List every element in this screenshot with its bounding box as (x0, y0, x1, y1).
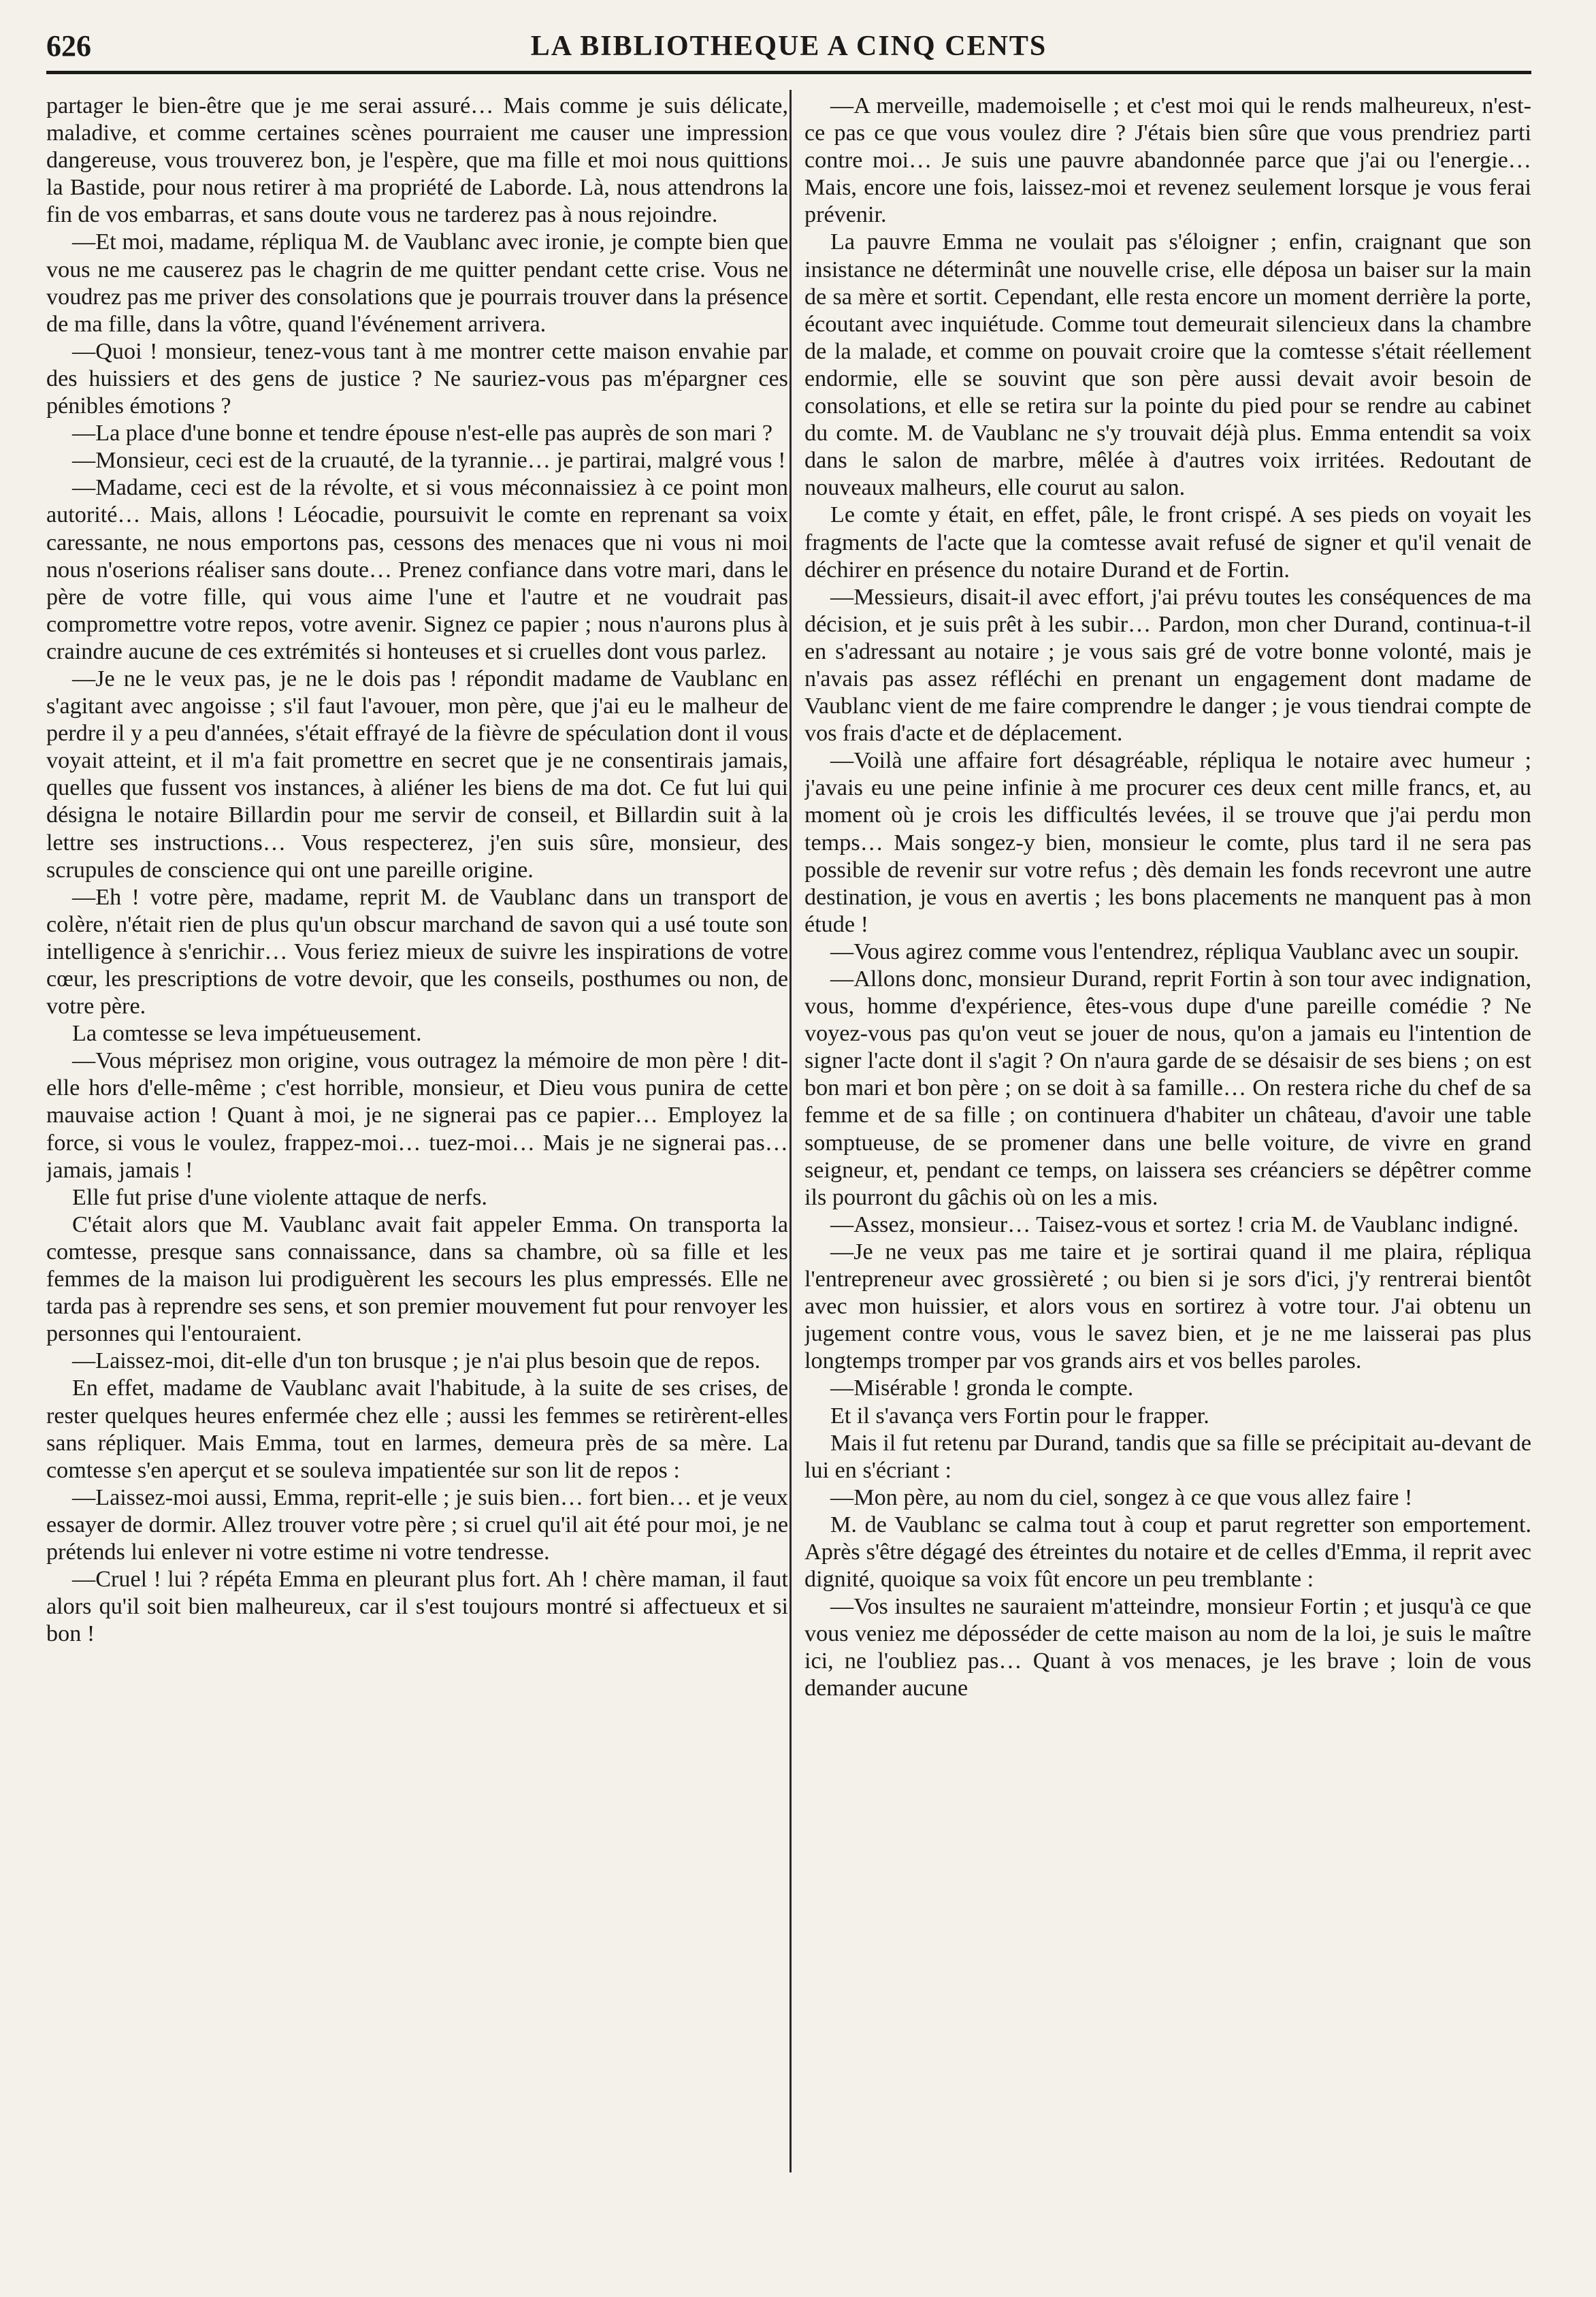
paragraph: —Allons donc, monsieur Durand, reprit Fortin à son tour avec indignation, vous, homme d'expérience, êtes-vous dupe d'une pareille comédie ? Ne voyez-vous pas qu'on veut se jouer de nous, qu'on a jamais eu l'intention de signer l'acte dont il s'agit ? On n'aura garde de se désaisir de ses biens ; on est bon mari et bon père ; on se doit à sa famille… On restera riche du chef de sa femme et de sa fille ; on continuera d'habiter un château, d'avoir une table somptueuse, de se promener dans une belle voiture, de vivre en grand seigneur, et, pendant ce temps, on laissera ses créanciers se dépêtrer comme ils pourront du gâchis où on les a mis. (804, 966, 1531, 1210)
page-header (46, 26, 1531, 67)
paragraph: —Assez, monsieur… Taisez-vous et sortez ! cria M. de Vaublanc indigné. (830, 1211, 1519, 1237)
paragraph: —Laissez-moi, dit-elle d'un ton brusque ; je n'ai plus besoin que de repos. (72, 1348, 761, 1374)
paragraph: —Je ne veux pas me taire et je sortirai quand il me plaira, répliqua l'entrepreneur avec grossièreté ; ou bien si je sors d'ici, j'y rentrerai bientôt avec mon huissier, et alors vous en sortirez à votre tour. J'ai obtenu un jugement contre vous, vous le savez bien, et je ne me laisserai pas plus longtemps tromper par vos grands airs et vos belles paroles. (804, 1239, 1531, 1374)
paragraph: M. de Vaublanc se calma tout à coup et parut regretter son emportement. Après s'être dégagé des étreintes du notaire et de celles d'Emma, il reprit avec dignité, quoique sa voix fût encore un peu tremblante : (804, 1512, 1531, 1593)
header-rule (46, 71, 1531, 74)
paragraph: La comtesse se leva impétueusement. (72, 1021, 422, 1047)
paragraph: partager le bien-être que je me serai assuré… Mais comme je suis délicate, maladive, et comme certaines scènes pourraient me causer une impression dangereuse, vous trouverez bon, je l'espère, que ma fille et moi nous quittions la Bastide, pour nous retirer à ma propriété de Laborde. Là, nous attendrons la fin de vos embarras, et sans doute vous ne tarderez pas à nous rejoindre. (46, 93, 788, 228)
paragraph: C'était alors que M. Vaublanc avait fait appeler Emma. On transporta la comtesse, presque sans connaissance, dans sa chambre, où sa fille et les femmes de la maison lui prodiguèrent les secours les plus empressés. Elle ne tarda pas à reprendre ses sens, et son premier mouvement fut pour renvoyer les personnes qui l'entouraient. (46, 1211, 788, 1347)
paragraph: —Cruel ! lui ? répéta Emma en pleurant plus fort. Ah ! chère maman, il faut alors qu'il soit bien malheureux, car il s'est toujours montré si affectueux et si bon ! (46, 1567, 788, 1647)
paragraph: —A merveille, mademoiselle ; et c'est moi qui le rends malheureux, n'est-ce pas ce que vous voulez dire ? J'étais bien sûre que vous prendriez parti contre moi… Je suis une pauvre abandonnée parce que j'ai ou l'energie… Mais, encore une fois, laissez-moi et revenez seulement lorsque je vous ferai prévenir. (804, 93, 1531, 228)
right-column (804, 93, 1531, 2168)
running-title: LA BIBLIOTHEQUE A CINQ CENTS (530, 31, 1047, 62)
paragraph: La pauvre Emma ne voulait pas s'éloigner ; enfin, craignant que son insistance ne déterminât une nouvelle crise, elle déposa un baiser sur la main de sa mère et sortit. Cependant, elle resta encore un moment derrière la porte, écoutant avec inquiétude. Comme tout demeurait silencieux dans la chambre de la malade, et comme on pouvait croire que la comtesse s'était réellement endormie, elle se souvint que son père aussi devait avoir besoin de consolations, et elle se retira sur la pointe du pied pour se rendre au cabinet du comte. M. de Vaublanc ne s'y trouvait déjà plus. Emma entendit sa voix dans le salon de marbre, mêlée à d'autres voix irritées. Redoutant de nouveaux malheurs, elle courut au salon. (804, 229, 1531, 501)
paragraph: —Et moi, madame, répliqua M. de Vaublanc avec ironie, je compte bien que vous ne me causerez pas le chagrin de me quitter pendant cette crise. Vous ne voudrez pas me priver des consolations que je pourrais trouver dans la présence de ma fille, dans la vôtre, quand l'événement arrivera. (46, 229, 788, 337)
paragraph: —Messieurs, disait-il avec effort, j'ai prévu toutes les conséquences de ma décision, et je suis prêt à les subir… Pardon, mon cher Durand, continua-t-il en s'adressant au notaire ; je vous sais gré de votre bonne volonté, mais je n'avais pas assez réfléchi en prenant un engagement dont madame de Vaublanc vient de me faire comprendre le danger ; je vous tiendrai compte de vos frais d'acte et de déplacement. (804, 584, 1531, 747)
paragraph: —Quoi ! monsieur, tenez-vous tant à me montrer cette maison envahie par des huissiers et des gens de justice ? Ne sauriez-vous pas m'épargner ces pénibles émotions ? (46, 338, 788, 419)
paragraph: —Misérable ! gronda le compte. (830, 1375, 1134, 1401)
paragraph: —Voilà une affaire fort désagréable, répliqua le notaire avec humeur ; j'avais eu une peine infinie à me procurer ces deux cent mille francs, et, au moment où je crois les difficultés levées, il se trouve que j'ai perdu mon temps… Mais songez-y bien, monsieur le comte, plus tard il ne sera pas possible de revenir sur votre refus ; dès demain les fonds recevront une autre destination, je vous en avertis ; les bons placements ne manquent pas à mon étude ! (804, 748, 1531, 937)
paragraph: —Vous agirez comme vous l'entendrez, répliqua Vaublanc avec un soupir. (830, 939, 1520, 964)
paragraph: En effet, madame de Vaublanc avait l'habitude, à la suite de ses crises, de rester quelques heures enfermée chez elle ; aussi les femmes se retirèrent-elles sans répliquer. Mais Emma, tout en larmes, demeura près de sa mère. La comtesse s'en aperçut et se souleva impatientée sur son lit de repos : (46, 1375, 788, 1483)
paragraph: Mais il fut retenu par Durand, tandis que sa fille se précipitait au-devant de lui en s'écriant : (804, 1430, 1531, 1483)
paragraph: —Monsieur, ceci est de la cruauté, de la tyrannie… je partirai, malgré vous ! (72, 448, 786, 474)
paragraph: Elle fut prise d'une violente attaque de nerfs. (72, 1184, 487, 1210)
paragraph: Le comte y était, en effet, pâle, le front crispé. A ses pieds on voyait les fragments de l'acte que la comtesse avait refusé de signer et qu'il venait de déchirer en présence du notaire Durand et de Fortin. (804, 502, 1531, 583)
paragraph: —Je ne le veux pas, je ne le dois pas ! répondit madame de Vaublanc en s'agitant avec angoisse ; s'il faut l'avouer, mon père, que j'ai eu le malheur de perdre il y a peu d'années, s'était effrayé de la fièvre de spéculation dont il vous voyait atteint, et il m'a fait promettre en secret que je ne consentirais jamais, quelles que fussent vos instances, à aliéner les biens de ma dot. Ce fut lui qui désigna le notaire Billardin pour me servir de conseil, et Billardin suit à la lettre ses instructions… Vous respecterez, j'en suis sûre, monsieur, des scrupules de conscience qui ont une pareille origine. (46, 666, 788, 883)
page-number: 626 (46, 29, 91, 63)
paragraph: —Vos insultes ne sauraient m'atteindre, monsieur Fortin ; et jusqu'à ce que vous veniez me déposséder de cette maison au nom de la loi, je suis le maître ici, ne l'oubliez pas… Quant à vos menaces, je les brave ; loin de vous demander aucune (804, 1594, 1531, 1701)
paragraph: —Madame, ceci est de la révolte, et si vous méconnaissiez à ce point mon autorité… Mais, allons ! Léocadie, poursuivit le comte en reprenant sa voix caressante, ne nous emportons pas, cessons des menaces que ni vous ni moi nous n'oserions réaliser sans doute… Prenez confiance dans votre mari, dans le père de votre fille, qui vous aime l'une et l'autre et ne voudrait pas compromettre votre repos, votre avenir. Signez ce papier ; nous n'aurons plus à craindre aucune de ces extrémités si honteuses et si cruelles dont vous parlez. (46, 475, 788, 664)
paragraph: —Mon père, au nom du ciel, songez à ce que vous allez faire ! (830, 1484, 1413, 1510)
column-rule (789, 90, 792, 2172)
paragraph: —Vous méprisez mon origine, vous outragez la mémoire de mon père ! dit-elle hors d'elle-même ; c'est horrible, monsieur, et Dieu vous punira de cette mauvaise action ! Quant à moi, je ne signerai pas ce papier… Employez la force, si vous le voulez, frappez-moi… tuez-moi… Mais je ne signerai pas… jamais, jamais ! (46, 1048, 788, 1183)
paragraph: —La place d'une bonne et tendre épouse n'est-elle pas auprès de son mari ? (72, 421, 772, 446)
paragraph: —Laissez-moi aussi, Emma, reprit-elle ; je suis bien… fort bien… et je veux essayer de dormir. Allez trouver votre père ; si cruel qu'il ait été pour moi, je ne prétends lui enlever ni votre estime ni votre tendresse. (46, 1484, 788, 1565)
paragraph: —Eh ! votre père, madame, reprit M. de Vaublanc dans un transport de colère, n'était rien de plus qu'un obscur marchand de savon qui a usé toute son intelligence à s'enrichir… Vous feriez mieux de suivre les inspirations de votre cœur, les prescriptions de votre devoir, que les conseils, posthumes ou non, de votre père. (46, 884, 788, 1020)
paragraph: Et il s'avança vers Fortin pour le frapper. (830, 1403, 1209, 1429)
left-column (46, 93, 788, 2168)
